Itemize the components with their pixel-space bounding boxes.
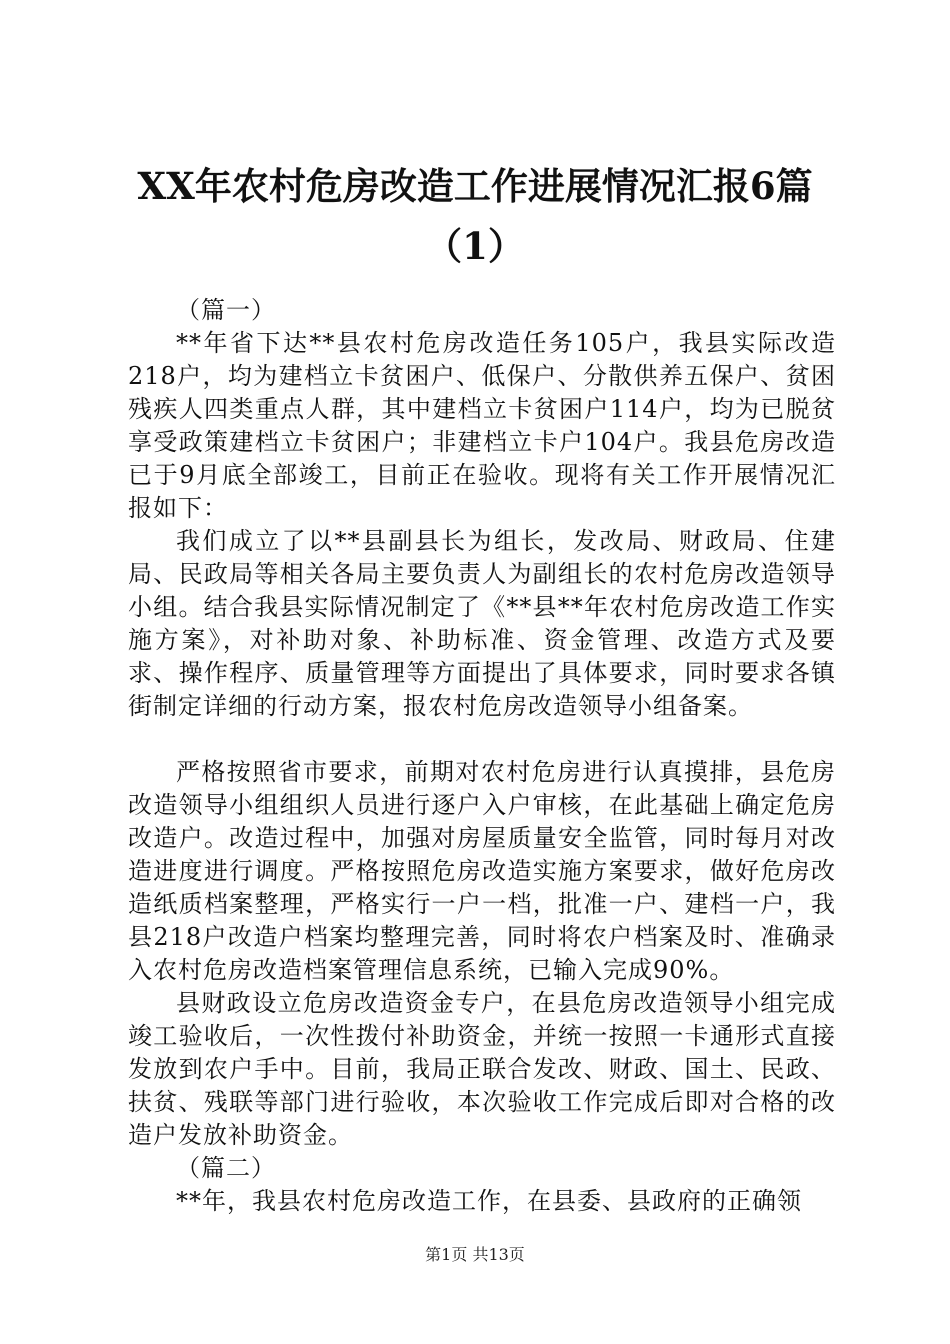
section-heading-2: （篇二）: [176, 1154, 276, 1182]
document-title-line-2: （1）: [425, 224, 525, 268]
document-body: [128, 294, 836, 1218]
document-title-line-1: XX年农村危房改造工作进展情况汇报6篇: [137, 164, 813, 208]
paragraph: **年，我县农村危房改造工作，在县委、县政府的正确领: [176, 1187, 802, 1215]
paragraph: 我们成立了以**县副县长为组长，发改局、财政局、住建局、民政局等相关各局主要负责人为副组长的农村危房改造领导小组。结合我县实际情况制定了《**县**年农村危房改造工作实施方案》，对补助对象、补助标准、资金管理、改造方式及要求、操作程序、质量管理等方面提出了具体要求，同时要求各镇街制定详细的行动方案，报农村危房改造领导小组备案。: [128, 527, 836, 720]
paragraph: 县财政设立危房改造资金专户，在县危房改造领导小组完成竣工验收后，一次性拨付补助资金，并统一按照一卡通形式直接发放到农户手中。目前，我局正联合发改、财政、国土、民政、扶贫、残联等部门进行验收，本次验收工作完成后即对合格的改造户发放补助资金。: [128, 989, 836, 1149]
page-footer: 第1页 共13页: [425, 1245, 525, 1264]
paragraph: **年省下达**县农村危房改造任务105户，我县实际改造218户，均为建档立卡贫困户、低保户、分散供养五保户、贫困残疾人四类重点人群，其中建档立卡贫困户114户，均为已脱贫享受政策建档立卡贫困户；非建档立卡户104户。我县危房改造已于9月底全部竣工，目前正在验收。现将有关工作开展情况汇报如下：: [128, 329, 836, 522]
paragraph: 严格按照省市要求，前期对农村危房进行认真摸排，县危房改造领导小组组织人员进行逐户入户审核，在此基础上确定危房改造户。改造过程中，加强对房屋质量安全监管，同时每月对改造进度进行调度。严格按照危房改造实施方案要求，做好危房改造纸质档案整理，严格实行一户一档，批准一户、建档一户，我县218户改造户档案均整理完善，同时将农户档案及时、准确录入农村危房改造档案管理信息系统，已输入完成90%。: [128, 758, 836, 984]
section-heading-1: （篇一）: [176, 296, 276, 324]
